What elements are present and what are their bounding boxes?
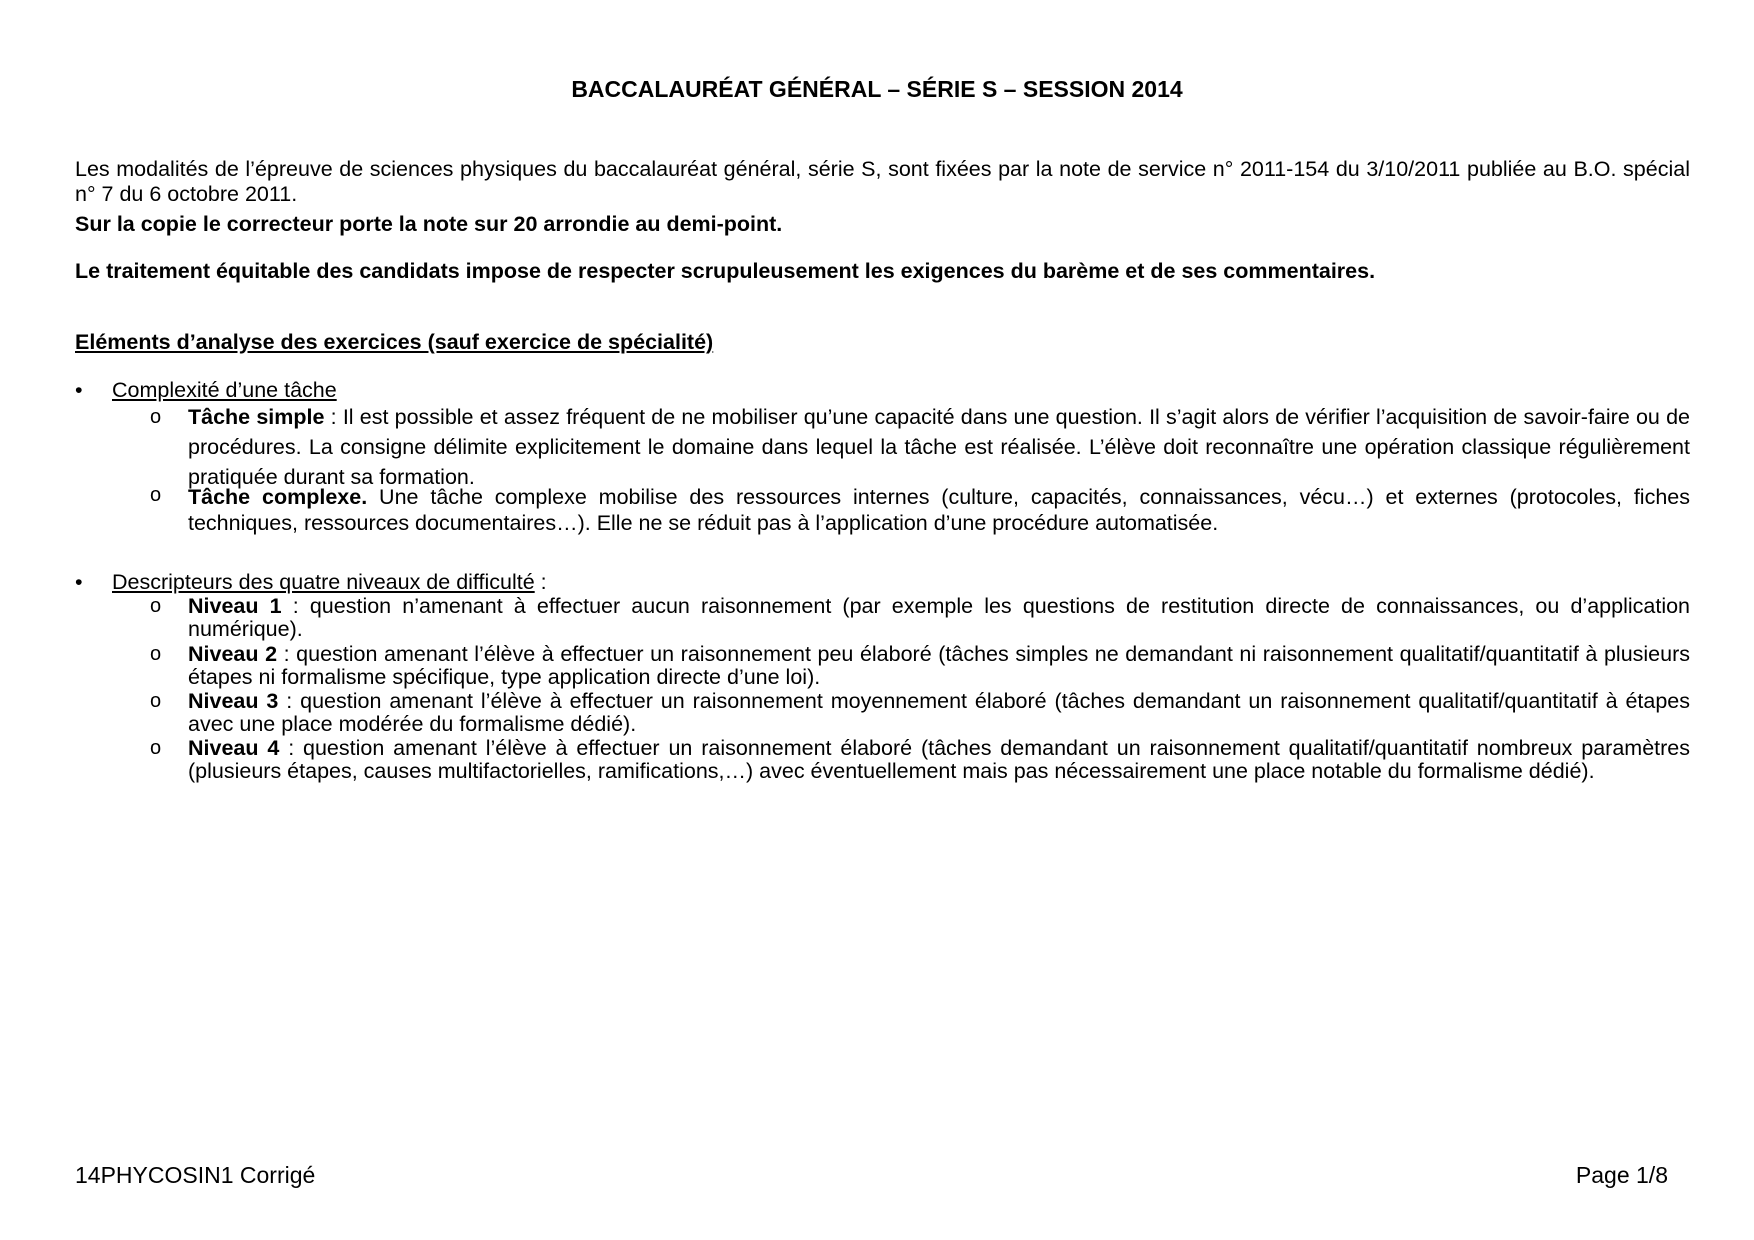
level-2-term: Niveau 2	[188, 642, 278, 666]
level-3-text	[188, 690, 1690, 736]
simple-task-text	[188, 402, 1690, 492]
circle-bullet-icon: o	[150, 690, 162, 712]
circle-bullet-icon: o	[150, 595, 162, 617]
circle-bullet-icon: o	[150, 406, 162, 428]
footer-page-number: Page 1/8	[1575, 1162, 1668, 1188]
complex-task-description: Une tâche complexe mobilise des ressources internes (culture, capacités, connaissances, vécu…) et externes (protocoles, fiches techniques, ressources documentaires…). Elle ne se réduit pas à l’application d’une procédure automatisée.	[188, 485, 1690, 535]
grading-note: Sur la copie le correcteur porte la note sur 20 arrondie au demi-point.	[75, 212, 783, 236]
document-title: BACCALAURÉAT GÉNÉRAL – SÉRIE S – SESSION 2014	[571, 76, 1183, 102]
intro-paragraph: Les modalités de l’épreuve de sciences physiques du baccalauréat général, série S, sont fixées par la note de service n° 2011-154 du 3/10/2011 publiée au B.O. spécial n° 7 du 6 octobre 2011.	[75, 157, 1690, 206]
bullet-dot-icon: •	[75, 570, 83, 594]
footer-document-code: 14PHYCOSIN1 Corrigé	[75, 1162, 316, 1188]
level-3-description: : question amenant l’élève à effectuer un raisonnement moyennement élaboré (tâches demandant un raisonnement qualitatif/quantitatif à étapes avec une place modérée du formalisme dédié).	[188, 689, 1690, 736]
levels-label: Descripteurs des quatre niveaux de difficulté	[112, 570, 535, 594]
complexity-label: Complexité d’une tâche	[112, 378, 337, 402]
level-4-term: Niveau 4	[188, 736, 280, 760]
levels-label-wrap	[112, 570, 547, 595]
simple-task-description: : Il est possible et assez fréquent de ne mobiliser qu’une capacité dans une question. Il s’agit alors de vérifier l’acquisition de savoir-faire ou de procédures. La consigne délimite explicitement le domaine dans lequel la tâche est réalisée. L’élève doit reconnaître une opération classique régulièrement pratiquée durant sa formation.	[188, 405, 1690, 489]
level-1-description: : question n’amenant à effectuer aucun raisonnement (par exemple les questions de restitution directe de connaissances, ou d’application numérique).	[188, 594, 1691, 641]
fairness-note: Le traitement équitable des candidats impose de respecter scrupuleusement les exigences du barème et de ses commentaires.	[75, 259, 1376, 283]
complex-task-text	[188, 484, 1690, 536]
level-1-text	[188, 595, 1690, 641]
level-2-text	[188, 643, 1690, 689]
complex-task-term: Tâche complexe.	[188, 485, 368, 509]
levels-label-suffix: :	[534, 570, 547, 594]
level-1-term: Niveau 1	[188, 594, 282, 618]
section-heading: Eléments d’analyse des exercices (sauf exercice de spécialité)	[75, 330, 714, 354]
level-4-text	[188, 737, 1690, 783]
simple-task-term: Tâche simple	[188, 405, 325, 429]
circle-bullet-icon: o	[150, 737, 162, 759]
level-3-term: Niveau 3	[188, 689, 279, 713]
level-2-description: : question amenant l’élève à effectuer un raisonnement peu élaboré (tâches simples ne demandant ni raisonnement qualitatif/quantitatif à plusieurs étapes ni formalisme spécifique, type application directe d’une loi).	[188, 642, 1690, 689]
circle-bullet-icon: o	[150, 484, 162, 506]
bullet-dot-icon: •	[75, 378, 83, 402]
circle-bullet-icon: o	[150, 643, 162, 665]
level-4-description: : question amenant l’élève à effectuer un raisonnement élaboré (tâches demandant un raisonnement qualitatif/quantitatif nombreux paramètres (plusieurs étapes, causes multifactorielles, ramifications,…) avec éventuellement mais pas nécessairement une place notable du formalisme dédié).	[188, 736, 1690, 783]
